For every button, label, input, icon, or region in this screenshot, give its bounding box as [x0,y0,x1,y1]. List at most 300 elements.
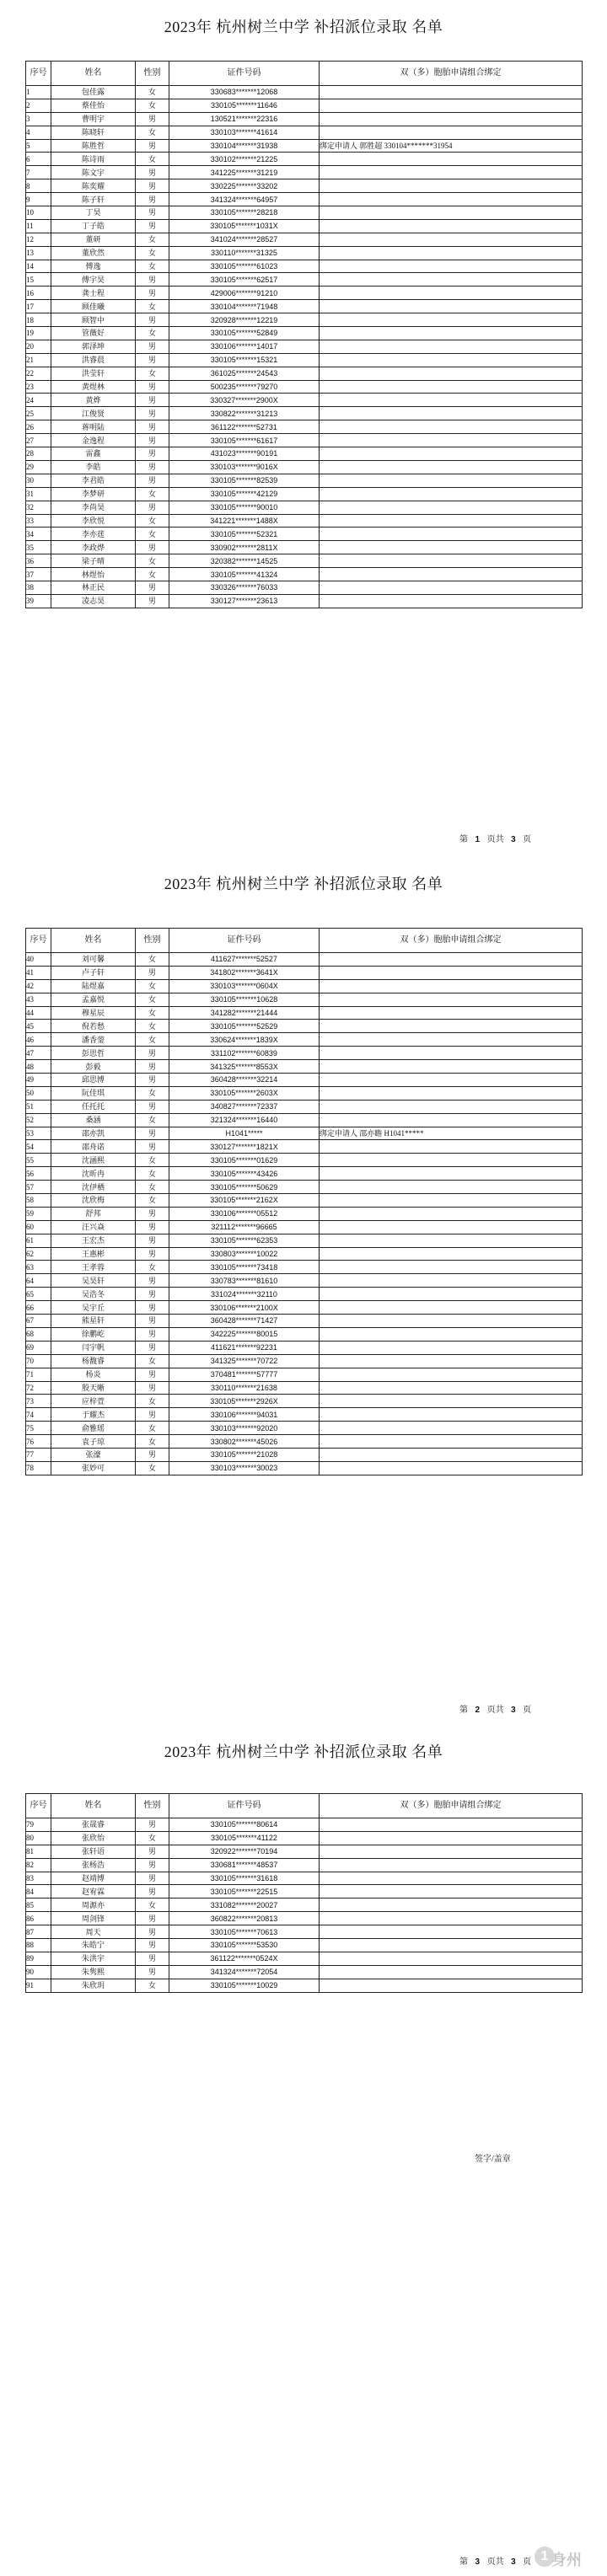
col-header-no: 序号 [26,929,51,953]
cell-gender: 女 [136,1435,169,1449]
cell-twin-note [320,1939,583,1952]
cell-id: 330105*******52529 [169,1020,320,1033]
table-row [26,86,583,99]
cell-no: 80 [26,1831,51,1845]
cell-id: 330105*******70613 [169,1925,320,1939]
cell-name: 梁子晴 [51,554,136,568]
page-indicator [459,832,531,844]
cell-name: 桑涵 [51,1113,136,1127]
table-row [26,1831,583,1845]
cell-no: 4 [26,126,51,139]
cell-id: 330127*******23613 [169,594,320,608]
table-row [26,340,583,353]
cell-twin-note [320,1354,583,1368]
cell-gender: 女 [136,1831,169,1845]
cell-id: 330106*******05512 [169,1207,320,1220]
cell-no: 69 [26,1341,51,1354]
cell-name: 徐鹏屹 [51,1327,136,1341]
pager-gong: 共 [495,2557,504,2567]
col-header-name: 姓名 [51,1794,136,1818]
cell-gender: 女 [136,528,169,541]
cell-id: 330106*******2100X [169,1301,320,1315]
cell-name: 顾智中 [51,313,136,327]
table-row [26,541,583,554]
cell-twin-note [320,1288,583,1301]
cell-name: 朱皓宁 [51,1939,136,1952]
page-title: 2023年 杭州树兰中学 补招派位录取 名单 [164,1743,443,1760]
cell-name: 林煜怡 [51,568,136,581]
cell-gender: 女 [136,99,169,112]
cell-no: 25 [26,407,51,420]
cell-no: 47 [26,1047,51,1060]
cell-no: 3 [26,112,51,126]
table-row [26,153,583,166]
cell-gender: 男 [136,1047,169,1060]
cell-id: 330105*******10628 [169,993,320,1006]
cell-id: 330105*******61617 [169,434,320,447]
cell-twin-note [320,367,583,380]
cell-name: 杨炎 [51,1368,136,1381]
cell-gender: 男 [136,1301,169,1315]
cell-no: 41 [26,966,51,979]
cell-twin-note [320,1341,583,1354]
cell-gender: 男 [136,460,169,474]
cell-id: 330106*******14017 [169,340,320,353]
cell-gender: 男 [136,1060,169,1074]
cell-name: 李欣悦 [51,514,136,528]
cell-no: 21 [26,353,51,367]
cell-twin-note: 绑定申请人 郭胜超 330104*******31954 [320,139,583,153]
cell-twin-note: 绑定申请人 邵亦瞻 H1041***** [320,1127,583,1140]
cell-id: 411621*******92231 [169,1341,320,1354]
watermark-text: 身州 [551,2552,582,2569]
table-row [26,1395,583,1408]
cell-gender: 女 [136,233,169,246]
page-indicator [459,1702,531,1715]
cell-no: 63 [26,1261,51,1274]
cell-no: 34 [26,528,51,541]
table-row [26,1261,583,1274]
col-header-note: 双（多）胞胎申请组合绑定 [320,62,583,86]
col-header-gender: 性别 [136,62,169,86]
table-row [26,1006,583,1020]
page-title: 2023年 杭州树兰中学 补招派位录取 名单 [164,876,443,892]
cell-gender: 男 [136,1140,169,1154]
cell-twin-note [320,1074,583,1087]
cell-name: 管薇好 [51,327,136,340]
cell-name: 阮佳琪 [51,1086,136,1100]
cell-id: 320382*******14525 [169,554,320,568]
cell-name: 傅逸 [51,260,136,273]
cell-id: 429006*******91210 [169,287,320,300]
cell-twin-note [320,179,583,193]
cell-no: 39 [26,594,51,608]
cell-id: 360428*******71427 [169,1315,320,1328]
cell-gender: 女 [136,1461,169,1475]
cell-name: 顾佳曦 [51,300,136,313]
cell-gender: 男 [136,1818,169,1832]
cell-id: 330105*******61023 [169,260,320,273]
cell-gender: 女 [136,367,169,380]
pager-current: 1 [475,835,481,844]
cell-gender: 男 [136,966,169,979]
table-row [26,1315,583,1328]
cell-twin-note [320,1845,583,1858]
cell-id: 330103*******9016X [169,460,320,474]
cell-id: 330624*******1839X [169,1033,320,1047]
cell-id: 330105*******52849 [169,327,320,340]
cell-no: 76 [26,1435,51,1449]
cell-name: 任托托 [51,1100,136,1113]
cell-name: 陈胜哲 [51,139,136,153]
cell-gender: 女 [136,979,169,993]
cell-twin-note [320,1831,583,1845]
cell-name: 包佳露 [51,86,136,99]
cell-gender: 女 [136,1086,169,1100]
roster-table [25,1793,583,1993]
cell-name: 李政烨 [51,541,136,554]
cell-id: 341325*******70722 [169,1354,320,1368]
cell-no: 14 [26,260,51,273]
cell-twin-note [320,1247,583,1261]
table-row [26,179,583,193]
cell-twin-note [320,1181,583,1194]
cell-gender: 女 [136,260,169,273]
cell-twin-note [320,1315,583,1328]
cell-twin-note [320,1858,583,1872]
table-row [26,528,583,541]
table-row [26,273,583,287]
col-header-name: 姓名 [51,62,136,86]
cell-no: 17 [26,300,51,313]
cell-name: 潘香蓥 [51,1033,136,1047]
cell-no: 91 [26,1979,51,1992]
cell-no: 87 [26,1925,51,1939]
roster-table [25,61,583,608]
cell-twin-note [320,380,583,394]
cell-no: 29 [26,460,51,474]
table-row [26,1140,583,1154]
cell-no: 62 [26,1247,51,1261]
cell-gender: 女 [136,1395,169,1408]
cell-gender: 男 [136,287,169,300]
col-header-id: 证件号码 [169,929,320,953]
cell-name: 陆煜嘉 [51,979,136,993]
cell-no: 23 [26,380,51,394]
cell-name: 陈诗雨 [51,153,136,166]
cell-gender: 男 [136,447,169,461]
cell-gender: 男 [136,1885,169,1899]
cell-no: 61 [26,1234,51,1247]
cell-name: 张杨浩 [51,1858,136,1872]
table-row [26,246,583,260]
cell-no: 9 [26,193,51,206]
cell-id: 330105*******10029 [169,1979,320,1992]
table-row [26,1033,583,1047]
cell-no: 32 [26,501,51,514]
cell-id: 330110*******31325 [169,246,320,260]
cell-id: 330105*******01629 [169,1154,320,1167]
cell-twin-note [320,1818,583,1832]
cell-gender: 男 [136,434,169,447]
table-row [26,193,583,206]
cell-twin-note [320,353,583,367]
cell-id: 340827*******72337 [169,1100,320,1113]
table-row [26,1885,583,1899]
cell-gender: 男 [136,353,169,367]
cell-no: 8 [26,179,51,193]
cell-name: 傅宇昊 [51,273,136,287]
col-header-gender: 性别 [136,929,169,953]
cell-gender: 男 [136,594,169,608]
cell-id: 341325*******8553X [169,1060,320,1074]
table-row [26,327,583,340]
cell-name: 彭思哲 [51,1047,136,1060]
cell-no: 81 [26,1845,51,1858]
cell-twin-note [320,541,583,554]
cell-id: 321112*******96665 [169,1220,320,1234]
cell-gender: 女 [136,246,169,260]
cell-no: 86 [26,1912,51,1925]
cell-no: 55 [26,1154,51,1167]
cell-twin-note [320,1965,583,1979]
cell-gender: 女 [136,554,169,568]
cell-name: 俞雅瑶 [51,1422,136,1435]
cell-no: 56 [26,1167,51,1181]
cell-name: 闫宇帆 [51,1341,136,1354]
cell-twin-note [320,1368,583,1381]
table-row [26,139,583,153]
cell-gender: 男 [136,219,169,233]
cell-name: 殷天晰 [51,1381,136,1395]
cell-id: 331082*******20027 [169,1899,320,1912]
cell-gender: 女 [136,993,169,1006]
cell-no: 38 [26,581,51,594]
cell-no: 67 [26,1315,51,1328]
cell-id: 330104*******71948 [169,300,320,313]
cell-name: 朱洪宇 [51,1952,136,1965]
table-row [26,353,583,367]
cell-id: 330105*******42129 [169,487,320,501]
cell-no: 64 [26,1274,51,1288]
table-row [26,1341,583,1354]
cell-no: 70 [26,1354,51,1368]
cell-twin-note [320,300,583,313]
table-row [26,1872,583,1885]
cell-twin-note [320,1140,583,1154]
cell-name: 沈伊栖 [51,1181,136,1194]
table-row [26,1912,583,1925]
cell-twin-note [320,1381,583,1395]
table-row [26,260,583,273]
table-row [26,1247,583,1261]
cell-name: 吴昊轩 [51,1274,136,1288]
table-row [26,1274,583,1288]
cell-twin-note [320,1100,583,1113]
cell-no: 54 [26,1140,51,1154]
cell-name: 穆星辰 [51,1006,136,1020]
cell-id: H1041***** [169,1127,320,1140]
cell-id: 330103*******92020 [169,1422,320,1435]
cell-name: 江俊贤 [51,407,136,420]
cell-twin-note [320,993,583,1006]
table-row [26,447,583,461]
cell-name: 朱隽熙 [51,1965,136,1979]
table-row [26,1020,583,1033]
cell-twin-note [320,313,583,327]
cell-id: 341024*******28527 [169,233,320,246]
cell-id: 361122*******0524X [169,1952,320,1965]
cell-id: 330105*******31618 [169,1872,320,1885]
cell-twin-note [320,1060,583,1074]
cell-twin-note [320,528,583,541]
cell-twin-note [320,953,583,967]
table-row [26,1939,583,1952]
cell-gender: 女 [136,487,169,501]
table-row [26,1952,583,1965]
cell-gender: 男 [136,1912,169,1925]
cell-name: 应梓萱 [51,1395,136,1408]
table-row [26,1086,583,1100]
cell-gender: 女 [136,1033,169,1047]
table-row [26,1127,583,1140]
cell-gender: 女 [136,300,169,313]
cell-name: 郭泽坤 [51,340,136,353]
cell-gender: 男 [136,193,169,206]
table-row [26,594,583,608]
cell-no: 59 [26,1207,51,1220]
pager-ye-end: 页 [523,835,532,844]
signature-label: 签字/盖章 [475,2155,511,2164]
cell-gender: 男 [136,407,169,420]
cell-name: 洪睿晨 [51,353,136,367]
cell-gender: 男 [136,179,169,193]
cell-name: 董研 [51,233,136,246]
cell-gender: 男 [136,1220,169,1234]
table-row [26,1181,583,1194]
cell-gender: 男 [136,1327,169,1341]
header-row [26,62,583,86]
cell-twin-note [320,1261,583,1274]
cell-twin-note [320,126,583,139]
cell-id: 330106*******94031 [169,1408,320,1422]
cell-name: 雷鑫 [51,447,136,461]
col-header-no: 序号 [26,62,51,86]
cell-no: 78 [26,1461,51,1475]
cell-twin-note [320,112,583,126]
cell-no: 36 [26,554,51,568]
cell-gender: 男 [136,1925,169,1939]
cell-name: 王孝蓉 [51,1261,136,1274]
cell-name: 周天 [51,1925,136,1939]
cell-no: 19 [26,327,51,340]
cell-twin-note [320,594,583,608]
cell-id: 330105*******62353 [169,1234,320,1247]
cell-name: 沈涵熙 [51,1154,136,1167]
cell-gender: 男 [136,1965,169,1979]
cell-id: 330105*******53530 [169,1939,320,1952]
cell-gender: 男 [136,501,169,514]
cell-twin-note [320,1006,583,1020]
cell-no: 43 [26,993,51,1006]
cell-no: 1 [26,86,51,99]
cell-no: 65 [26,1288,51,1301]
pager-gong: 共 [495,835,504,844]
cell-id: 431023*******90191 [169,447,320,461]
cell-twin-note [320,86,583,99]
cell-twin-note [320,460,583,474]
cell-gender: 男 [136,1234,169,1247]
cell-id: 330105*******11646 [169,99,320,112]
cell-twin-note [320,966,583,979]
cell-id: 330105*******50629 [169,1181,320,1194]
cell-name: 陈晓轩 [51,126,136,139]
table-row [26,554,583,568]
cell-name: 沈昕冉 [51,1167,136,1181]
cell-name: 舒邦 [51,1207,136,1220]
cell-name: 李亦莛 [51,528,136,541]
header-row [26,929,583,953]
cell-no: 77 [26,1448,51,1461]
cell-gender: 男 [136,541,169,554]
cell-id: 411627*******52527 [169,953,320,967]
cell-id: 330803*******10022 [169,1247,320,1261]
cell-name: 吴宇丘 [51,1301,136,1315]
cell-id: 361025*******24543 [169,367,320,380]
cell-name: 邱思博 [51,1074,136,1087]
cell-name: 朱欣玥 [51,1979,136,1992]
cell-twin-note [320,246,583,260]
cell-twin-note [320,1899,583,1912]
cell-id: 330105*******2926X [169,1395,320,1408]
col-header-gender: 性别 [136,1794,169,1818]
cell-no: 88 [26,1939,51,1952]
cell-no: 53 [26,1127,51,1140]
cell-id: 330105*******1031X [169,219,320,233]
col-header-id: 证件号码 [169,1794,320,1818]
cell-twin-note [320,193,583,206]
cell-twin-note [320,327,583,340]
cell-id: 331024*******32110 [169,1288,320,1301]
cell-name: 刘可馨 [51,953,136,967]
cell-id: 330105*******2162X [169,1194,320,1208]
cell-twin-note [320,394,583,407]
cell-id: 320922*******70194 [169,1845,320,1858]
table-row [26,219,583,233]
cell-twin-note [320,1408,583,1422]
cell-no: 18 [26,313,51,327]
cell-no: 6 [26,153,51,166]
cell-twin-note [320,1952,583,1965]
page-title: 2023年 杭州树兰中学 补招派位录取 名单 [164,19,443,35]
cell-name: 丁子皓 [51,219,136,233]
cell-twin-note [320,514,583,528]
cell-twin-note [320,219,583,233]
cell-no: 11 [26,219,51,233]
table-row [26,300,583,313]
cell-twin-note [320,1154,583,1167]
cell-twin-note [320,1395,583,1408]
cell-gender: 男 [136,1274,169,1288]
table-row [26,112,583,126]
cell-name: 赵靖博 [51,1872,136,1885]
cell-gender: 男 [136,206,169,220]
cell-twin-note [320,1234,583,1247]
cell-name: 邵亦凯 [51,1127,136,1140]
cell-name: 张轩语 [51,1845,136,1858]
cell-name: 于耀杰 [51,1408,136,1422]
cell-gender: 男 [136,474,169,487]
